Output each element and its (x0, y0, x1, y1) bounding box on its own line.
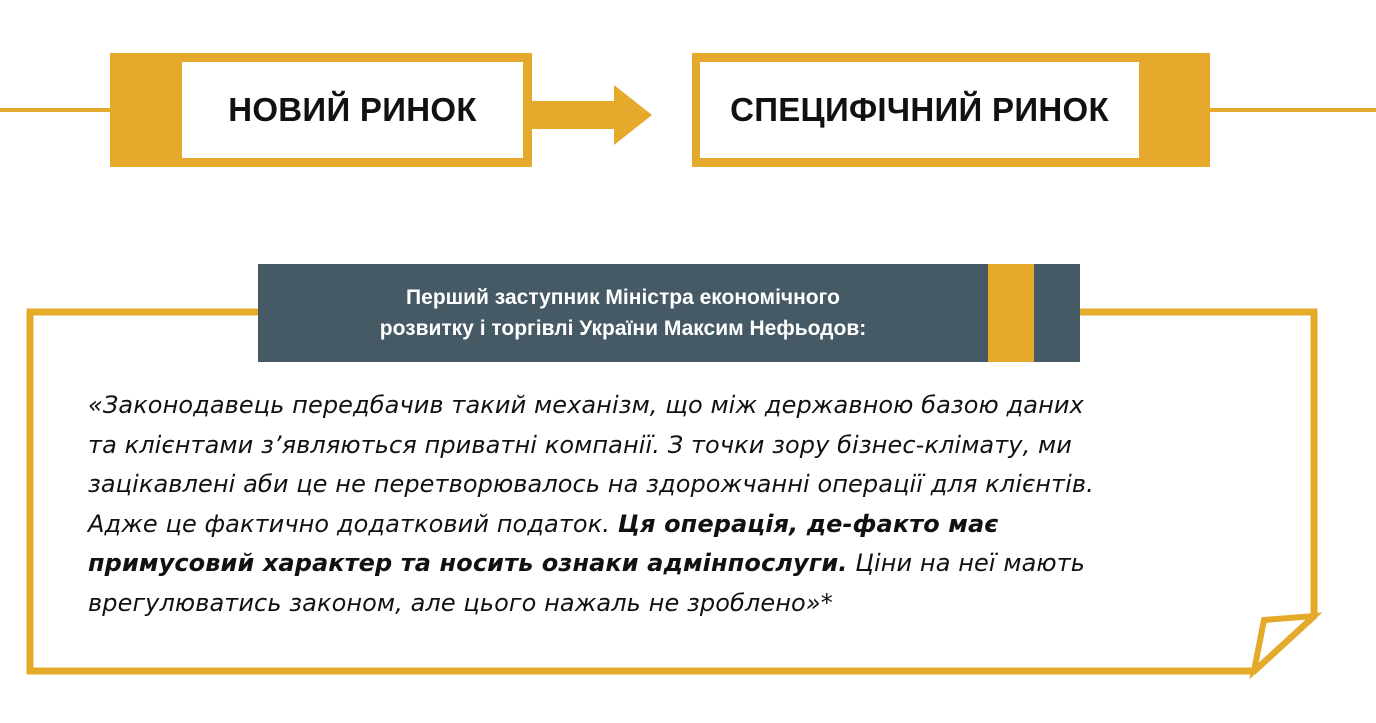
speaker-name (258, 264, 988, 362)
header-accent-stripe (988, 264, 1034, 362)
speaker-line-1: Перший заступник Міністра економічного (406, 286, 840, 309)
quote-line (88, 505, 1288, 545)
quote-line: «Законодавець передбачив такий механізм, що між державною базою даних (88, 391, 1084, 419)
quote-line: та клієнтами з’являються приватні компанії. З точки зору бізнес-клімату, ми (88, 430, 1072, 459)
quote-text (88, 386, 1288, 623)
speaker-line-2: розвитку і торгівлі України Максим Нефьодов: (379, 317, 867, 340)
quote-bold: примусовий характер та носить ознаки адмінпослуги. (88, 549, 848, 577)
quote-line (88, 544, 1288, 584)
new-market-label: НОВИЙ РИНОК (182, 62, 523, 158)
quote-bold: Ця операція, де-факто має (617, 509, 999, 538)
quote-line: врегулюватись законом, але цього нажаль не зроблено»* (88, 588, 833, 617)
quote-plain: Ціни на неї мають (847, 549, 1086, 577)
specific-market-label: СПЕЦИФІЧНИЙ РИНОК (700, 62, 1139, 158)
quote-plain: Адже це фактично додатковий податок. (88, 509, 618, 538)
quote-line: зацікавлені аби це не перетворювалось на здорожчанні операції для клієнтів. (88, 470, 1094, 498)
speaker-header (258, 264, 1080, 362)
